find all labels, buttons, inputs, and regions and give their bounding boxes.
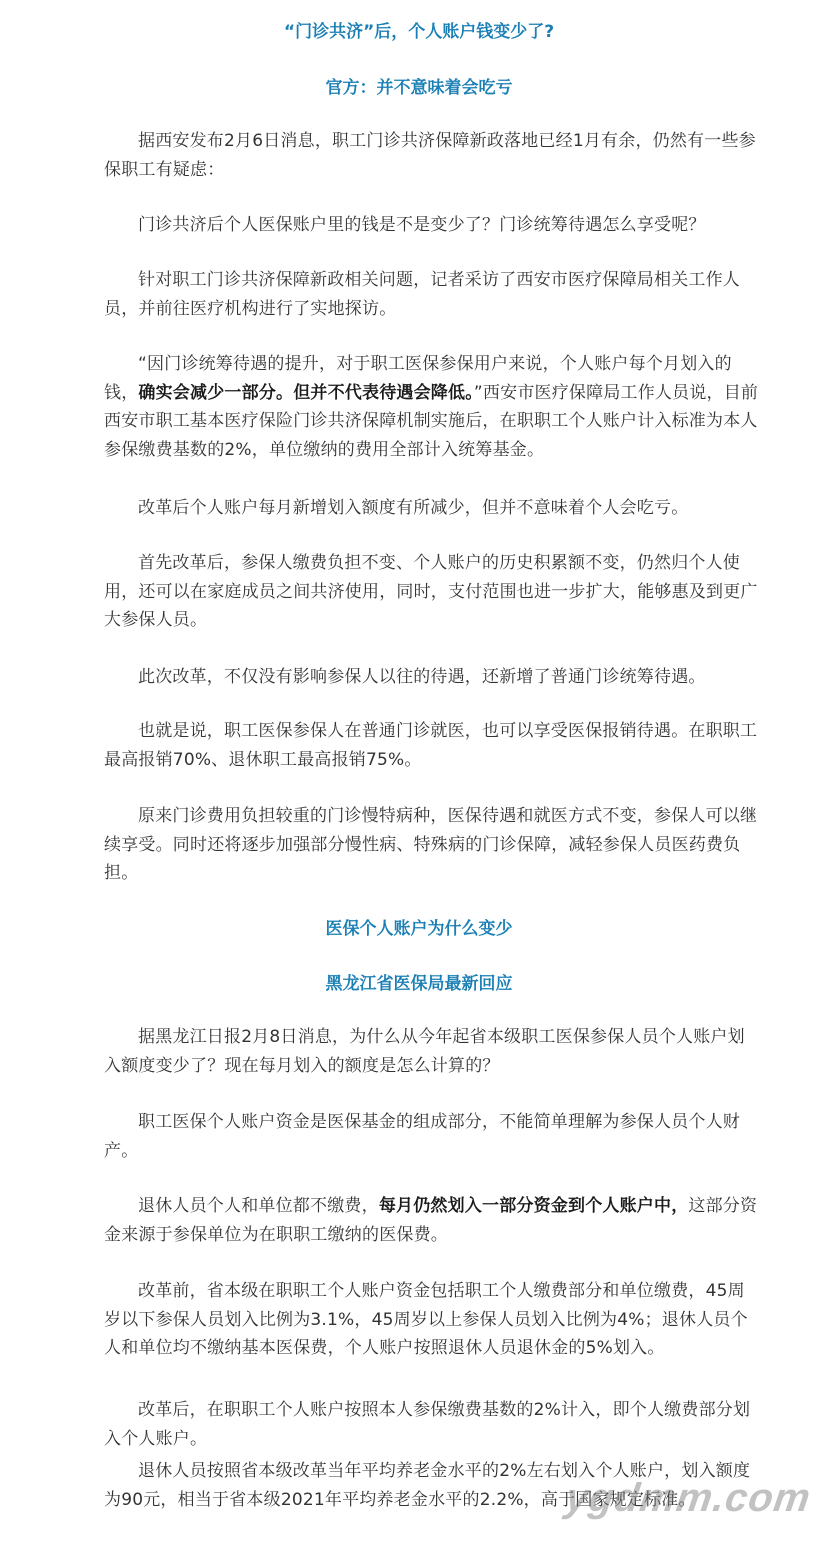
paragraph: 退休人员按照省本级改革当年平均养老金水平的2%左右划入个人账户，划入额度为90元，相当于省本级2021年平均养老金水平的2.2%，高于国家规定标准。 bbox=[104, 1461, 751, 1510]
paragraph: 改革前，省本级在职职工个人账户资金包括职工个人缴费部分和单位缴费，45周岁以下参保人员划入比例为3.1%，45周岁以上参保人员划入比例为4%；退休人员个人和单位均不缴纳基本医保费，个人账户按照退休人员退休金的5%划入。 bbox=[104, 1281, 748, 1359]
site-watermark: ygdmm.com bbox=[562, 1476, 814, 1520]
paragraph: 职工医保个人账户资金是医保基金的组成部分，不能简单理解为参保人员个人财产。 bbox=[104, 1112, 740, 1161]
article-title: “门诊共济”后，个人账户钱变少了? bbox=[283, 22, 555, 42]
paragraph-text: ”西安市医疗保障局工作人员说，目前西安市职工基本医疗保险门诊共济保障机制实施后，在职职工个人账户计入标准为本人参保缴费基数的2%，单位缴纳的费用全部计入统筹基金。 bbox=[104, 382, 759, 460]
paragraph: 此次改革，不仅没有影响参保人以往的待遇，还新增了普通门诊统筹待遇。 bbox=[138, 667, 706, 687]
paragraph-text: 退休人员个人和单位都不缴费， bbox=[138, 1196, 379, 1216]
paragraph: 首先改革后，参保人缴费负担不变、个人账户的历史积累额不变，仍然归个人使用，还可以在家庭成员之间共济使用，同时，支付范围也进一步扩大，能够惠及到更广大参保人员。 bbox=[104, 553, 758, 631]
paragraph: 针对职工门诊共济保障新政相关问题，记者采访了西安市医疗保障局相关工作人员，并前往医疗机构进行了实地探访。 bbox=[104, 270, 740, 319]
paragraph-with-emphasis bbox=[104, 1192, 762, 1249]
paragraph: 改革后，在职职工个人账户按照本人参保缴费基数的2%计入，即个人缴费部分划入个人账户。 bbox=[104, 1400, 751, 1449]
paragraph-text: “因门诊统筹待遇的提升，对于职工医保参保用户来说，个人账户每个月划入的钱， bbox=[104, 354, 732, 403]
paragraph: 原来门诊费用负担较重的门诊慢特病种，医保待遇和就医方式不变，参保人可以继续享受。同时还将逐步加强部分慢性病、特殊病的门诊保障，减轻参保人员医药费负担。 bbox=[104, 806, 758, 884]
section-title: 医保个人账户为什么变少 bbox=[325, 919, 513, 939]
paragraph: 改革后个人账户每月新增划入额度有所减少，但并不意味着个人会吃亏。 bbox=[138, 498, 689, 518]
article-subtitle: 官方：并不意味着会吃亏 bbox=[325, 78, 513, 98]
emphasis-text: 每月仍然划入一部分资金到个人账户中， bbox=[378, 1196, 689, 1216]
paragraph: 据黑龙江日报2月8日消息，为什么从今年起省本级职工医保参保人员个人账户划入额度变少了？现在每月划入的额度是怎么计算的？ bbox=[104, 1027, 745, 1076]
paragraph-text: 这部分资金来源于参保单位为在职职工缴纳的医保费。 bbox=[104, 1196, 758, 1245]
emphasis-text: 确实会减少一部分。但并不代表待遇会降低。 bbox=[138, 382, 474, 403]
paragraph: 据西安发布2月6日消息，职工门诊共济保障新政落地已经1月有余，仍然有一些参保职工有疑虑： bbox=[104, 131, 756, 180]
paragraph: 门诊共济后个人医保账户里的钱是不是变少了？门诊统筹待遇怎么享受呢？ bbox=[138, 215, 706, 235]
paragraph: 也就是说，职工医保参保人在普通门诊就医，也可以享受医保报销待遇。在职职工最高报销70%、退休职工最高报销75%。 bbox=[104, 721, 758, 770]
section-subtitle: 黑龙江省医保局最新回应 bbox=[325, 974, 513, 994]
paragraph-with-emphasis bbox=[104, 350, 762, 464]
